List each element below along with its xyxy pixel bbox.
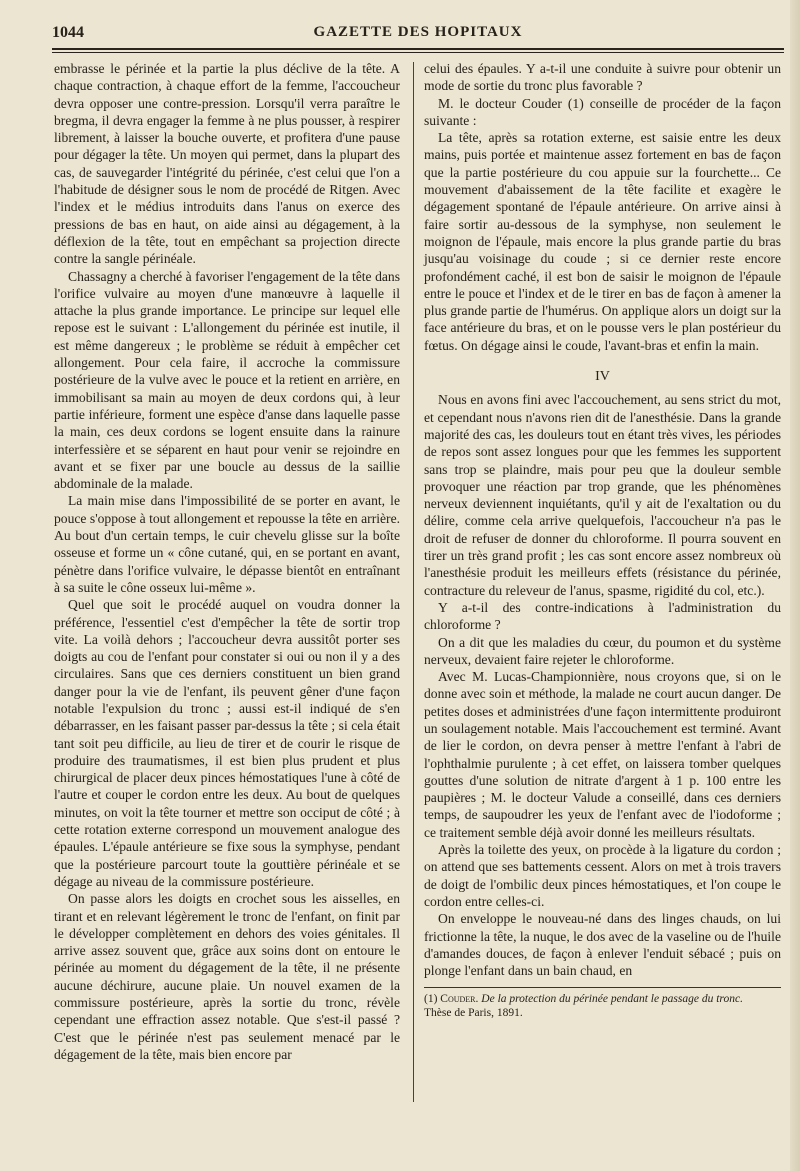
paragraph: M. le docteur Couder (1) conseille de procéder de la façon suivante : <box>424 95 781 128</box>
paragraph: La main mise dans l'impossibilité de se porter en avant, le pouce s'oppose à tout allongement et repousse la tête en arrière. Au bout d'un certain temps, le cuir chevelu glisse sur la boîte osseuse et forme un « cône cutané, qui, en se portant en avant, pénètre dans l'orifice vulvaire, le dépasse bientôt en entraînant à sa suite le cône osseux lui-même ». <box>54 493 400 595</box>
header-rule-thin <box>52 52 784 53</box>
page-number: 1044 <box>52 24 84 41</box>
column-divider <box>413 62 414 1102</box>
paragraph: Avec M. Lucas-Championnière, nous croyons que, si on le donne avec soin et méthode, la malade ne court aucun danger. De petites doses et administrées d'une façon intermittente produiront un soulagement notable. Mais l'accouchement est terminé. Avant de lier le cordon, on devra penser à mettre l'enfant à l'abri de l'ophthalmie purulente ; à cet effet, on laissera tomber quelques gouttes d'une solution de nitrate d'argent à 1 p. 100 entre les paupières ; M. le docteur Valude a conseillé, dans ces derniers temps, de saupoudrer les yeux de l'enfant avec de l'iodoforme ; ce traitement semble déjà avoir donné les meilleurs résultats. <box>424 669 781 840</box>
paragraph: Quel que soit le procédé auquel on voudra donner la préférence, l'essentiel c'est d'empêcher la tête de sortir trop vite. La voilà dehors ; l'accoucheur devra aussitôt porter ses doigts au cou de l'enfant pour constater si oui ou non il y a des circulaires. Sans que ces derniers constituent un bien grand danger pour la vie de l'enfant, ils peuvent gêner d'une façon notable l'expulsion du tronc ; aussi est-il indiqué de s'en débarrasser, en les faisant passer par-dessus la tête ; si cela était tant soit peu difficile, au lieu de tirer et de courir le risque de produire des traumatismes, il est bien plus prudent et plus chirurgical de placer deux pinces hémostatiques l'une à côté de l'autre et couper le cordon entre les deux. Au bout de quelques minutes, on voit la tête tourner et mettre son occiput de côté ; à cette rotation externe correspond un mouvement analogue des épaules. L'épaule antérieure se fixe sous la symphyse, pendant que la postérieure parcourt toute la gouttière périnéale et se dégage au niveau de la commissure postérieure. <box>54 597 400 889</box>
footnote-place: Thèse de Paris, 1891. <box>424 1007 523 1020</box>
section-heading: IV <box>595 369 610 385</box>
paragraph: On passe alors les doigts en crochet sous les aisselles, en tirant et en relevant légèrement le tronc de l'enfant, on finit par le développer complètement en dehors des voies génitales. Il arrive assez souvent que, grâce aux soins dont on entoure le périnée au moment du dégagement de la tête, il ne présente aucune déchirure, aucune plaie. Un nouvel examen de la commissure postérieure, après la sortie du tronc, révèle cependant une effraction assez notable. Que s'est-il passé ? C'est que le périnée n'est pas seulement menacé par le dégagement de la tête, mais bien encore par <box>54 891 400 1062</box>
left-column <box>54 60 400 1063</box>
footnote-author: Couder. <box>440 993 479 1006</box>
right-column <box>424 60 781 1020</box>
running-head: GAZETTE DES HOPITAUX <box>313 24 523 40</box>
footnote-marker: (1) <box>424 993 438 1006</box>
paragraph: embrasse le périnée et la partie la plus déclive de la tête. A chaque contraction, à chaque effort de la femme, l'accoucheur devra opposer une contre-pression. Lorsqu'il verra paraître le bregma, il devra engager la femme à ne plus pousser, à respirer librement, à laisser la bouche ouverte, et profitera d'une pause pour dégager la tête. Un moyen qui permet, dans la plupart des cas, de sauvegarder l'intégrité du périnée, c'est celui que l'on a l'habitude de désigner sous le nom de procédé de Ritgen. Avec l'index et le médius introduits dans l'anus on exerce des pressions de bas en haut, on aide ainsi au dégagement, à la déflexion de la tête, tout en empêchant sa projection directe contre la sangle périnéale. <box>54 61 400 267</box>
paragraph: Chassagny a cherché à favoriser l'engagement de la tête dans l'orifice vulvaire au moyen d'une manœuvre à laquelle il attache la plus grande importance. Le principe sur lequel elle repose est le suivant : L'allongement du périnée est inutile, il est même dangereux ; le problème se réduit à empêcher cet allongement. Pour cela faire, il accroche la commissure postérieure de la vulve avec le pouce et la retient en arrière, en immobilisant sa main au moyen de deux cordons qui, à leur partie inférieure, forment une espèce d'anse dans laquelle passe la main, ces deux cordons se logent ensuite dans la rainure interfessière et se séparent en haut pour venir se rejoindre en avant et se fixer par une boucle au dessus de la saillie abdominale de la malade. <box>54 268 400 492</box>
paragraph: Après la toilette des yeux, on procède à la ligature du cordon ; on attend que ses battements cessent. Alors on met à trois travers de doigt de l'ombilic deux pinces hémostatiques, et l'on coupe le cordon entre celles-ci. <box>424 842 781 909</box>
paragraph: Y a-t-il des contre-indications à l'administration du chloroforme ? <box>424 599 781 633</box>
paragraph: La tête, après sa rotation externe, est saisie entre les deux mains, puis portée et maintenue assez fortement en bas de façon que la partie postérieure du cou appuie sur la fourchette... Ce mouvement d'abaissement de la tête facilite et exagère le dégagement spontané de l'épaule antérieure. On arrive ainsi à faire sortir au-dessous de la symphyse, non seulement le moignon de l'épaule, mais encore la plus grande partie du bras jusqu'au voisinage du coude ; si ce dernier reste encore profondément caché, il est bon de saisir le moignon de l'épaule entre le pouce et l'index et de le tirer en bas de façon à amener la plus grande partie de l'humérus. On applique alors un doigt sur la face antérieure du bras, et on le pousse vers le plan postérieur du fœtus. On dégage ainsi le coude, l'avant-bras et enfin la main. <box>424 130 781 353</box>
footnote-title: De la protection du périnée pendant le passage du tronc. <box>481 993 743 1006</box>
page-header <box>52 24 784 46</box>
paragraph: Nous en avons fini avec l'accouchement, au sens strict du mot, et cependant nous n'avons rien dit de l'anesthésie. Dans la grande majorité des cas, les douleurs tout en étant très vives, les périodes de repos sont assez longues pour que les femmes les supportent sans trop se plaindre, mais pour peu que la douleur semble provoquer une réaction par trop grande, que les phénomènes nerveux deviennent inquiétants, qu'il y ait de l'exaltation ou du délire, comme cela arrive quelquefois, l'accoucheur n'a pas le droit de refuser de donner du chloroforme. Il pourra souvent en tirer un très grand profit ; les cas sont encore assez nombreux où l'anesthésie produit les meilleurs effets (résistance du périnée, contracture du releveur de l'anus, spasme, rigidité du col, etc.). <box>424 392 781 598</box>
paragraph: On a dit que les maladies du cœur, du poumon et du système nerveux, devaient faire rejeter le chloroforme. <box>424 634 781 667</box>
footnote-rule <box>424 987 781 988</box>
header-rule <box>52 48 784 50</box>
paragraph: On enveloppe le nouveau-né dans des linges chauds, on lui frictionne la tête, la nuque, le dos avec de la vaseline ou de l'huile d'amandes douces, de façon à enlever l'enduit sébacé ; puis on plonge l'enfant dans un bain chaud, en <box>424 911 781 979</box>
paragraph: celui des épaules. Y a-t-il une conduite à suivre pour obtenir un mode de sortie du tronc plus favorable ? <box>424 61 781 94</box>
page-edge <box>790 0 800 1171</box>
footnote <box>424 992 781 1020</box>
